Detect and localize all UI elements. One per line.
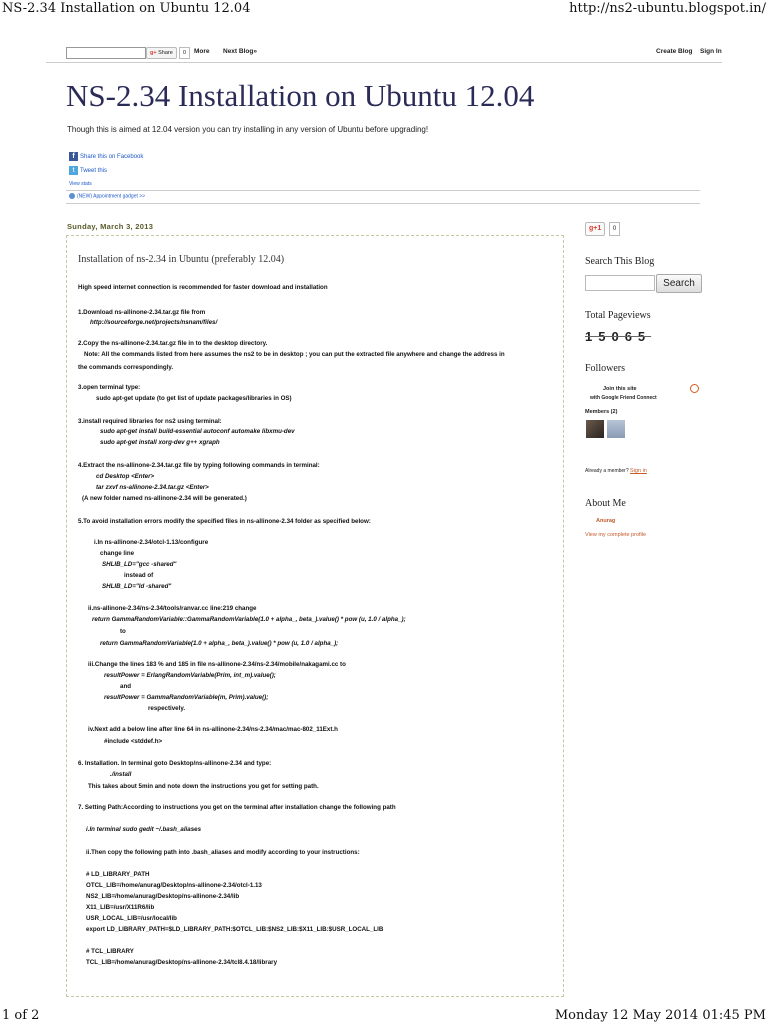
post-line: USR_LOCAL_LIB=/usr/local/lib [86,915,177,922]
post-line: i.In terminal sudo gedit ~/.bash_aliases [86,826,202,833]
author-link[interactable]: Anurag [596,518,616,524]
join-site-link[interactable]: Join this site [603,386,637,392]
next-blog-link[interactable]: Next Blog» [223,48,257,55]
print-url: http://ns2-ubuntu.blogspot.in/ [569,1,766,16]
post-line: sudo apt-get install xorg-dev g++ xgraph [100,439,220,446]
post-line: iv.Next add a below line after line 64 in ns-allinone-2.34/ns-2.34/mac/mac-802_11Ext.h [88,726,338,733]
post-line: i.In ns-allinone-2.34/otcl-1.13/configure [94,539,209,546]
already-member [585,468,647,474]
gplus-one-button[interactable]: g+1 [585,222,605,236]
blog-description: Though this is aimed at 12.04 version you can try installing in any version of Ubuntu before upgrading! [67,125,429,134]
twitter-icon: t [69,166,78,175]
post-date: Sunday, March 3, 2013 [67,222,154,231]
blogger-navbar [46,44,722,63]
create-blog-link[interactable]: Create Blog [656,48,693,55]
gfc-label: with Google Friend Connect [590,395,657,401]
about-heading: About Me [585,498,626,509]
facebook-icon: f [69,152,78,161]
profile-link[interactable]: View my complete profile [585,532,647,538]
post-line: sudo apt-get update (to get list of update packages/libraries in OS) [96,395,292,402]
member-avatar[interactable] [586,420,604,438]
followers-heading: Followers [585,363,625,374]
post-line: change line [100,550,135,557]
post-line: 4.Extract the ns-allinone-2.34.tar.gz file by typing following commands in terminal: [78,462,320,469]
post-line: OTCL_LIB=/home/anurag/Desktop/ns-allinone-2.34/otcl-1.13 [86,882,262,889]
post-line: 6. Installation. In terminal goto Desktop/ns-allinone-2.34 and type: [78,760,272,767]
post-line: SHLIB_LD="gcc -shared" [102,561,177,568]
more-link[interactable]: More [194,48,210,55]
gadget-label: (NEW) Appointment gadget >> [77,193,146,200]
post-line: to [120,628,126,635]
post-line: 3.open terminal type: [78,384,141,391]
post-line: # LD_LIBRARY_PATH [86,871,150,878]
members-count: Members (2) [585,409,618,415]
post-line: ./install [110,771,132,778]
pageview-counter: 15065 [585,329,652,344]
post-line: (A new folder named ns-allinone-2.34 will be generated.) [82,495,247,502]
post-line: the commands correspondingly. [78,364,174,371]
blog-title[interactable]: NS-2.34 Installation on Ubuntu 12.04 [66,78,535,113]
post-line: 3.install required libraries for ns2 using terminal: [78,418,222,425]
post-title[interactable]: Installation of ns-2.34 in Ubuntu (preferably 12.04) [78,254,285,265]
blog-search-input[interactable] [585,275,655,291]
post-line: 2.Copy the ns-allinone-2.34.tar.gz file in to the desktop directory. [78,340,268,347]
tweet-label: Tweet this [80,168,108,175]
pageviews-heading: Total Pageviews [585,310,651,321]
divider [66,190,700,191]
post-line: instead of [124,572,154,579]
tweet-link[interactable] [69,166,107,175]
post-line: respectively. [148,705,186,712]
share-facebook-label: Share this on Facebook [80,154,144,161]
navbar-search-input[interactable] [66,47,146,59]
search-button[interactable]: Search [656,274,702,293]
gadget-icon [69,193,75,199]
view-stats-link[interactable]: View stats [69,181,92,187]
divider [66,203,700,204]
post-line: 5.To avoid installation errors modify the specified files in ns-allinone-2.34 folder as specified below: [78,518,371,525]
print-timestamp: Monday 12 May 2014 01:45 PM [554,1008,766,1023]
post-line: tar zxvf ns-allinone-2.34.tar.gz <Enter> [96,484,209,491]
share-label: Share [158,50,173,56]
post-line: High speed internet connection is recommended for faster download and installation [78,284,328,291]
post-line: ii.ns-allinone-2.34/ns-2.34/tools/ranvar.cc line:219 change [88,605,257,612]
post-line: X11_LIB=/usr/X11R6/lib [86,904,155,911]
post-line: #include <stddef.h> [104,738,163,745]
post-line: SHLIB_LD="ld -shared" [102,583,172,590]
post-line: resultPower = ErlangRandomVariable(Prim, int_m).value(); [104,672,276,679]
already-member-label: Already a member? [585,468,629,474]
sidebar-sign-in-link[interactable]: Sign in [630,468,647,474]
post-line: TCL_LIB=/home/anurag/Desktop/ns-allinone-2.34/tcl8.4.18/library [86,959,278,966]
post-line: http://sourceforge.net/projects/nsnam/files/ [90,319,218,326]
gadget-link[interactable] [69,193,145,199]
gplus-share-button[interactable] [146,47,177,59]
post-line: 7. Setting Path:According to instructions you get on the terminal after installation change the following path [78,804,396,811]
gfc-icon [690,384,699,393]
post-line: 1.Download ns-allinone-2.34.tar.gz file from [78,309,206,316]
search-heading: Search This Blog [585,256,655,267]
post-line: and [120,683,132,690]
post-line: iii.Change the lines 183 % and 185 in file ns-allinone-2.34/ns-2.34/mobile/nakagami.cc to [88,661,346,668]
post-line: This takes about 5min and note down the instructions you get for setting path. [88,783,319,790]
print-page-count: 1 of 2 [2,1008,40,1023]
post-line: sudo apt-get install build-essential autoconf automake libxmu-dev [100,428,295,435]
post-line: resultPower = GammaRandomVariable(m, Prim).value(); [104,694,269,701]
post-line: # TCL_LIBRARY [86,948,134,955]
post-line: cd Desktop <Enter> [96,473,155,480]
post-line: export LD_LIBRARY_PATH=$LD_LIBRARY_PATH:$OTCL_LIB:$NS2_LIB:$X11_LIB:$USR_LOCAL_LIB [86,926,384,933]
post-line: NS2_LIB=/home/anurag/Desktop/ns-allinone-2.34/lib [86,893,240,900]
plus-one-count: 0 [609,222,620,236]
member-avatar[interactable] [607,420,625,438]
post-line: ii.Then copy the following path into .bash_aliases and modify according to your instructions: [86,849,360,856]
share-facebook-link[interactable] [69,152,143,161]
print-page-title: NS-2.34 Installation on Ubuntu 12.04 [2,1,251,16]
post-line: Note: All the commands listed from here assumes the ns2 to be in desktop ; you can put the extracted file anywhere and change the address in [84,351,505,358]
sign-in-link[interactable]: Sign In [700,48,722,55]
share-count: 0 [179,47,190,59]
gplus-icon: g+ [150,50,157,56]
post-line: return GammaRandomVariable(1.0 + alpha_, beta_).value() * pow (u, 1.0 / alpha_); [100,640,339,647]
post-line: return GammaRandomVariable::GammaRandomVariable(1.0 + alpha_, beta_).value() * pow (u, 1.0 / alpha_); [92,616,406,623]
